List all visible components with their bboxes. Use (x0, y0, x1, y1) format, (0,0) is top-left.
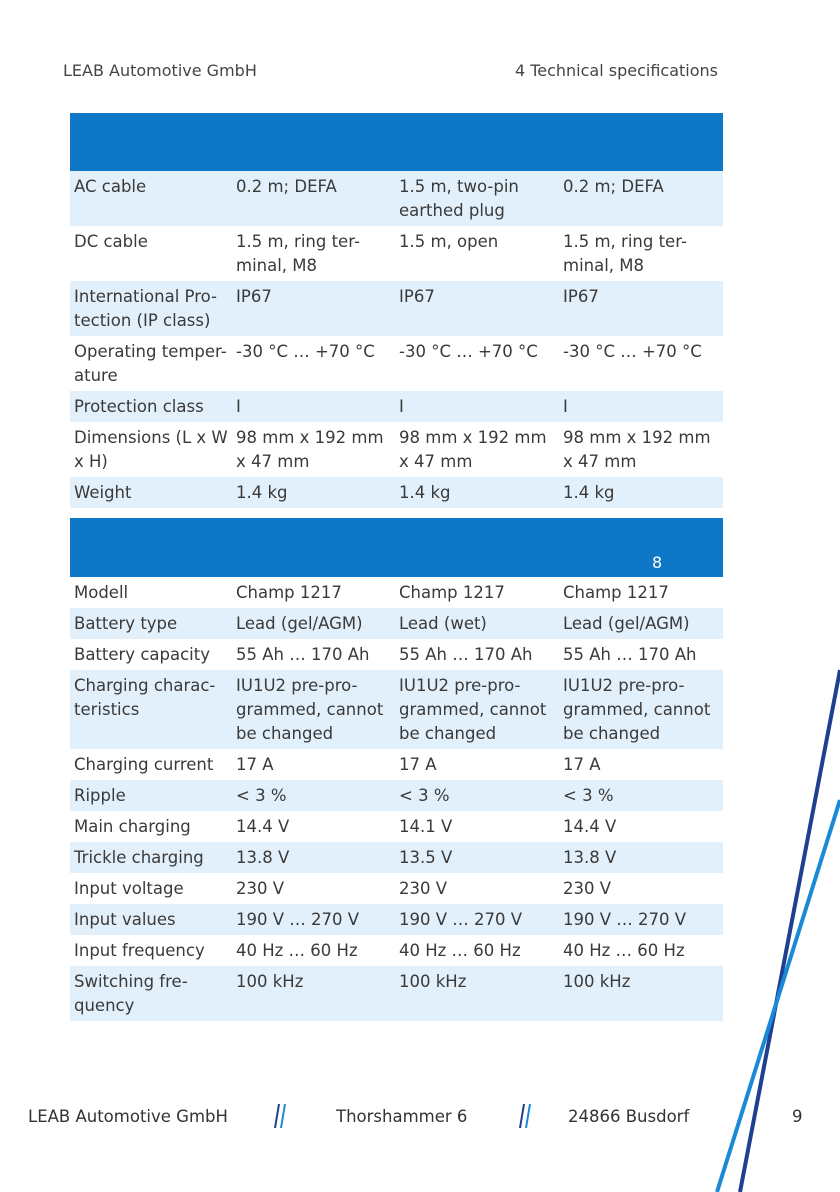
row-value-1: 230 V (236, 879, 285, 898)
table-row (70, 226, 723, 281)
spec-table-2 (70, 518, 723, 1021)
table-row (70, 966, 723, 1021)
footer-street: Thorshammer 6 (336, 1107, 468, 1126)
row-value-1: 17 A (236, 755, 274, 774)
row-label: Weight (70, 477, 232, 508)
row-value-1: 100 kHz (232, 966, 395, 1021)
row-value-2: < 3 % (395, 780, 559, 811)
row-label: Dimensions (L x W x H) (74, 428, 228, 471)
row-label: Operating temper-ature (74, 342, 227, 385)
row-value-1: Lead (gel/AGM) (232, 608, 395, 639)
row-value-1: 190 V … 270 V (232, 904, 395, 935)
table-row (70, 336, 723, 391)
row-value-3: 1.5 m, ring ter-minal, M8 (563, 232, 687, 275)
row-value-2: 230 V (399, 879, 448, 898)
row-value-3: IP67 (559, 281, 723, 336)
row-value-1: 1.5 m, ring ter-minal, M8 (236, 232, 360, 275)
row-value-3: 14.4 V (563, 817, 617, 836)
row-value-2: 40 Hz … 60 Hz (399, 941, 521, 960)
row-value-1: 1.4 kg (232, 477, 395, 508)
header-footnote-mark: 8 (652, 553, 663, 572)
row-value-2: 98 mm x 192 mm x 47 mm (399, 428, 547, 471)
table-header-bar (70, 113, 723, 171)
row-value-1: 13.8 V (232, 842, 395, 873)
decorative-stripes (700, 660, 840, 1192)
row-value-2: 190 V … 270 V (395, 904, 559, 935)
stripe-dark (740, 670, 840, 1192)
row-label: International Pro-tection (IP class) (70, 281, 232, 336)
row-label: AC cable (70, 171, 232, 226)
table-row (70, 811, 723, 842)
row-label: Modell (74, 583, 129, 602)
row-value-3: 40 Hz … 60 Hz (563, 941, 685, 960)
row-label: Battery capacity (74, 645, 210, 664)
table-header-bar (70, 518, 723, 577)
row-label: Main charging (74, 817, 191, 836)
table-row (70, 577, 723, 608)
row-label: Protection class (70, 391, 232, 422)
table-row (70, 842, 723, 873)
row-value-2: 55 Ah … 170 Ah (399, 645, 533, 664)
row-value-3: 190 V … 270 V (559, 904, 723, 935)
row-label: Input frequency (74, 941, 205, 960)
table-row (70, 477, 723, 508)
row-value-2: IU1U2 pre-pro-grammed, cannot be changed (395, 670, 559, 749)
header-section: 4 Technical specifications (514, 61, 718, 80)
table-row (70, 749, 723, 780)
row-value-3: 230 V (563, 879, 612, 898)
stripe-light (717, 800, 840, 1192)
row-value-1: Champ 1217 (236, 583, 342, 602)
row-value-3: 55 Ah … 170 Ah (563, 645, 697, 664)
row-value-2: 1.5 m, open (399, 232, 499, 251)
table-row (70, 422, 723, 477)
footer-company: LEAB Automotive GmbH (28, 1107, 228, 1126)
row-value-3: 100 kHz (559, 966, 723, 1021)
page-number: 9 (792, 1107, 803, 1126)
row-label: Input voltage (74, 879, 184, 898)
spec-table-1 (70, 113, 723, 508)
row-value-1: 0.2 m; DEFA (232, 171, 395, 226)
row-value-3: 13.8 V (559, 842, 723, 873)
row-value-3: 0.2 m; DEFA (559, 171, 723, 226)
row-value-3: 98 mm x 192 mm x 47 mm (563, 428, 711, 471)
row-value-3: 17 A (563, 755, 601, 774)
table-row (70, 935, 723, 966)
row-value-1: IP67 (232, 281, 395, 336)
row-value-3: IU1U2 pre-pro-grammed, cannot be changed (559, 670, 723, 749)
row-value-3: < 3 % (559, 780, 723, 811)
footer-separator-icon (273, 1103, 287, 1129)
row-label: Charging current (74, 755, 214, 774)
table-row (70, 281, 723, 336)
row-label: DC cable (74, 232, 148, 251)
row-value-1: IU1U2 pre-pro-grammed, cannot be changed (232, 670, 395, 749)
row-value-1: 40 Hz … 60 Hz (236, 941, 358, 960)
row-value-1: I (232, 391, 395, 422)
row-value-3: -30 °C … +70 °C (563, 342, 702, 361)
row-value-2: 100 kHz (395, 966, 559, 1021)
table-row (70, 171, 723, 226)
row-value-1: -30 °C … +70 °C (236, 342, 375, 361)
row-value-2: -30 °C … +70 °C (399, 342, 538, 361)
table-row (70, 873, 723, 904)
row-value-2: 13.5 V (395, 842, 559, 873)
row-value-3: I (559, 391, 723, 422)
row-value-2: Champ 1217 (399, 583, 505, 602)
footer-separator-icon (518, 1103, 532, 1129)
footer-city: 24866 Busdorf (568, 1107, 690, 1126)
row-label: Input values (70, 904, 232, 935)
row-label: Switching fre-quency (70, 966, 232, 1021)
row-value-2: 17 A (399, 755, 437, 774)
row-value-3: Lead (gel/AGM) (559, 608, 723, 639)
row-label: Charging charac-teristics (70, 670, 232, 749)
row-value-1: 98 mm x 192 mm x 47 mm (236, 428, 384, 471)
header-company: LEAB Automotive GmbH (63, 61, 257, 80)
table-row (70, 608, 723, 639)
row-value-1: < 3 % (232, 780, 395, 811)
row-value-2: IP67 (395, 281, 559, 336)
row-value-1: 14.4 V (236, 817, 290, 836)
table-row (70, 904, 723, 935)
row-value-2: I (395, 391, 559, 422)
table-row (70, 639, 723, 670)
row-value-2: 1.5 m, two-pin earthed plug (395, 171, 559, 226)
row-value-1: 55 Ah … 170 Ah (236, 645, 370, 664)
row-label: Ripple (70, 780, 232, 811)
table-row (70, 780, 723, 811)
table-row (70, 391, 723, 422)
row-label: Battery type (70, 608, 232, 639)
row-value-3: 1.4 kg (559, 477, 723, 508)
row-label: Trickle charging (70, 842, 232, 873)
row-value-2: 14.1 V (399, 817, 453, 836)
row-value-2: Lead (wet) (395, 608, 559, 639)
row-value-2: 1.4 kg (395, 477, 559, 508)
row-value-3: Champ 1217 (563, 583, 669, 602)
table-row (70, 670, 723, 749)
